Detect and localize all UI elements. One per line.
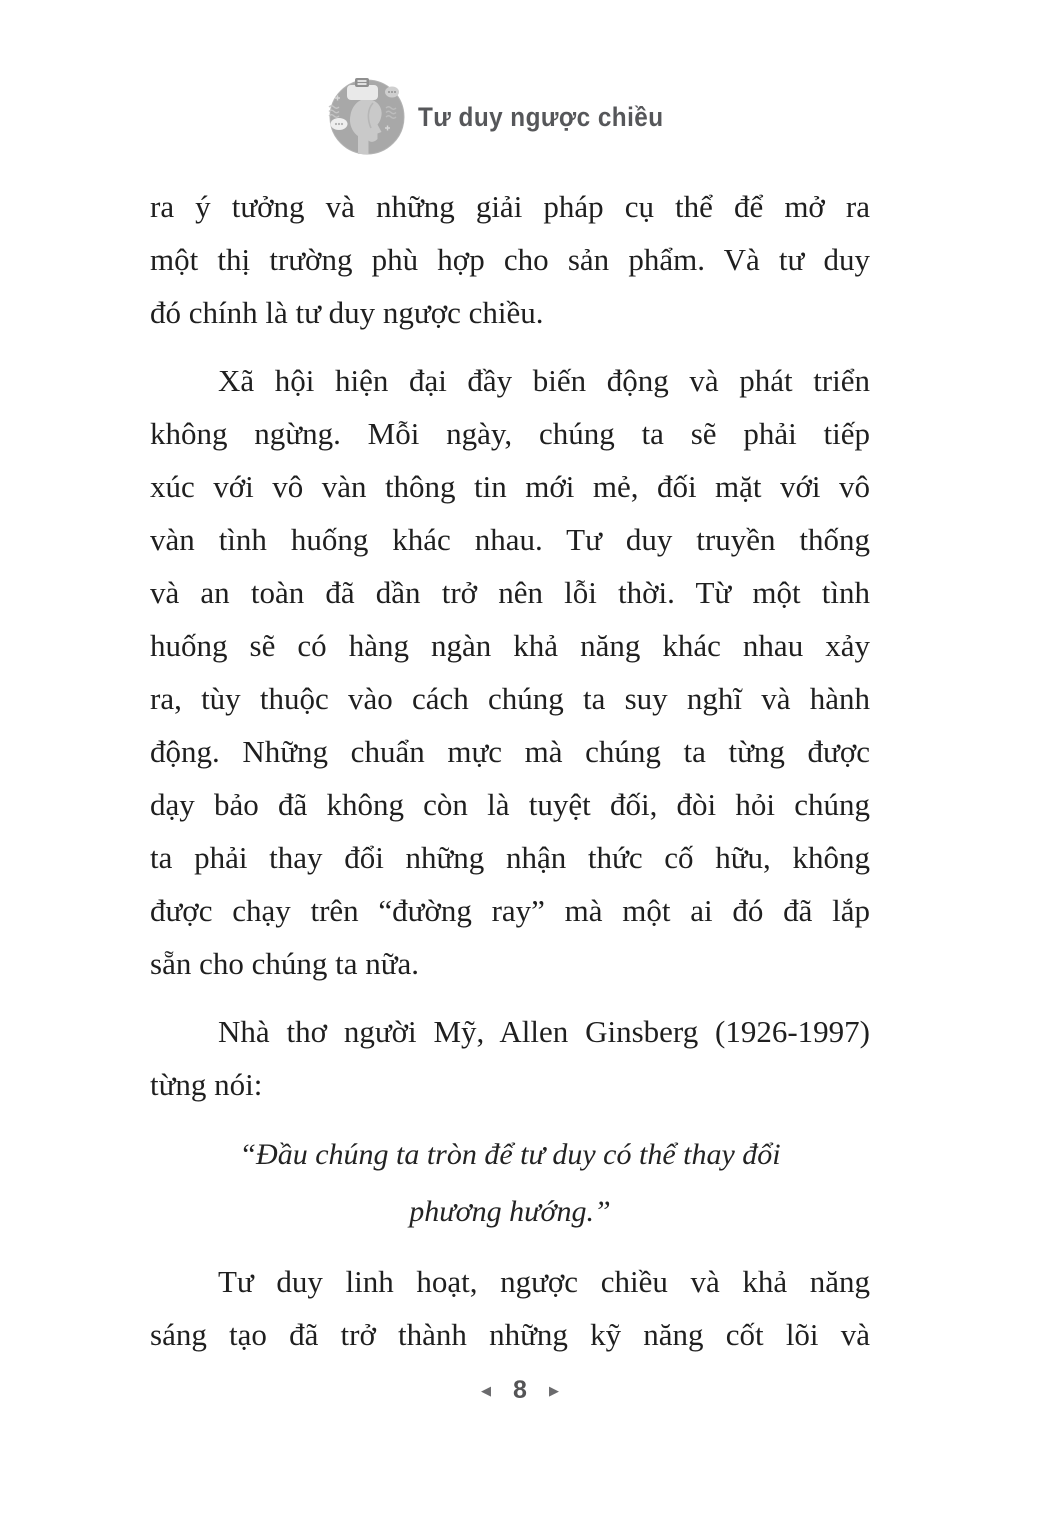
body-line: xúc với vô vàn thông tin mới mẻ, đối mặt với vô <box>150 469 870 504</box>
page-header <box>328 74 691 160</box>
body-line: một thị trường phù hợp cho sản phẩm. Và tư duy <box>150 242 870 277</box>
thinking-head-logo-icon <box>328 76 410 158</box>
page-number: 8 <box>513 1375 527 1404</box>
body-line: Xã hội hiện đại đầy biến động và phát triển <box>218 363 870 398</box>
body-line: đó chính là tư duy ngược chiều. <box>150 295 544 330</box>
paragraph-1 <box>150 180 870 339</box>
body-line: ta phải thay đổi những nhận thức cố hữu, không <box>150 840 870 875</box>
page-body <box>150 180 870 1361</box>
body-line: ra ý tưởng và những giải pháp cụ thể để mở ra <box>150 189 870 224</box>
body-line: Tư duy linh hoạt, ngược chiều và khả năng <box>218 1264 870 1299</box>
quote-block <box>150 1126 870 1240</box>
body-line: từng nói: <box>150 1067 263 1102</box>
body-line: vàn tình huống khác nhau. Tư duy truyền thống <box>150 522 870 557</box>
body-line: Nhà thơ người Mỹ, Allen Ginsberg (1926-1997) <box>218 1014 870 1049</box>
body-line: được chạy trên “đường ray” mà một ai đó đã lắp <box>150 893 870 928</box>
page-footer <box>0 1372 1040 1408</box>
body-line: không ngừng. Mỗi ngày, chúng ta sẽ phải tiếp <box>150 416 870 451</box>
paragraph-2 <box>150 354 870 990</box>
quote-line: “Đầu chúng ta tròn để tư duy có thể thay đổi <box>239 1138 781 1171</box>
paragraph-3 <box>150 1005 870 1111</box>
body-line: ra, tùy thuộc vào cách chúng ta suy nghĩ và hành <box>150 681 870 716</box>
body-line: và an toàn đã dần trở nên lỗi thời. Từ một tình <box>150 575 870 610</box>
quote-line: phương hướng.” <box>409 1195 611 1228</box>
running-head-title: Tư duy ngược chiều <box>418 101 664 132</box>
body-line: huống sẽ có hàng ngàn khả năng khác nhau xảy <box>150 628 870 663</box>
paragraph-4 <box>150 1255 870 1361</box>
next-page-arrow-icon: ▶ <box>548 1382 559 1398</box>
body-line: động. Những chuẩn mực mà chúng ta từng được <box>150 734 870 769</box>
prev-page-arrow-icon: ◀ <box>481 1382 492 1398</box>
body-line: sẵn cho chúng ta nữa. <box>150 946 420 981</box>
body-line: sáng tạo đã trở thành những kỹ năng cốt lõi và <box>150 1317 870 1352</box>
body-line: dạy bảo đã không còn là tuyệt đối, đòi hỏi chúng <box>150 787 870 822</box>
